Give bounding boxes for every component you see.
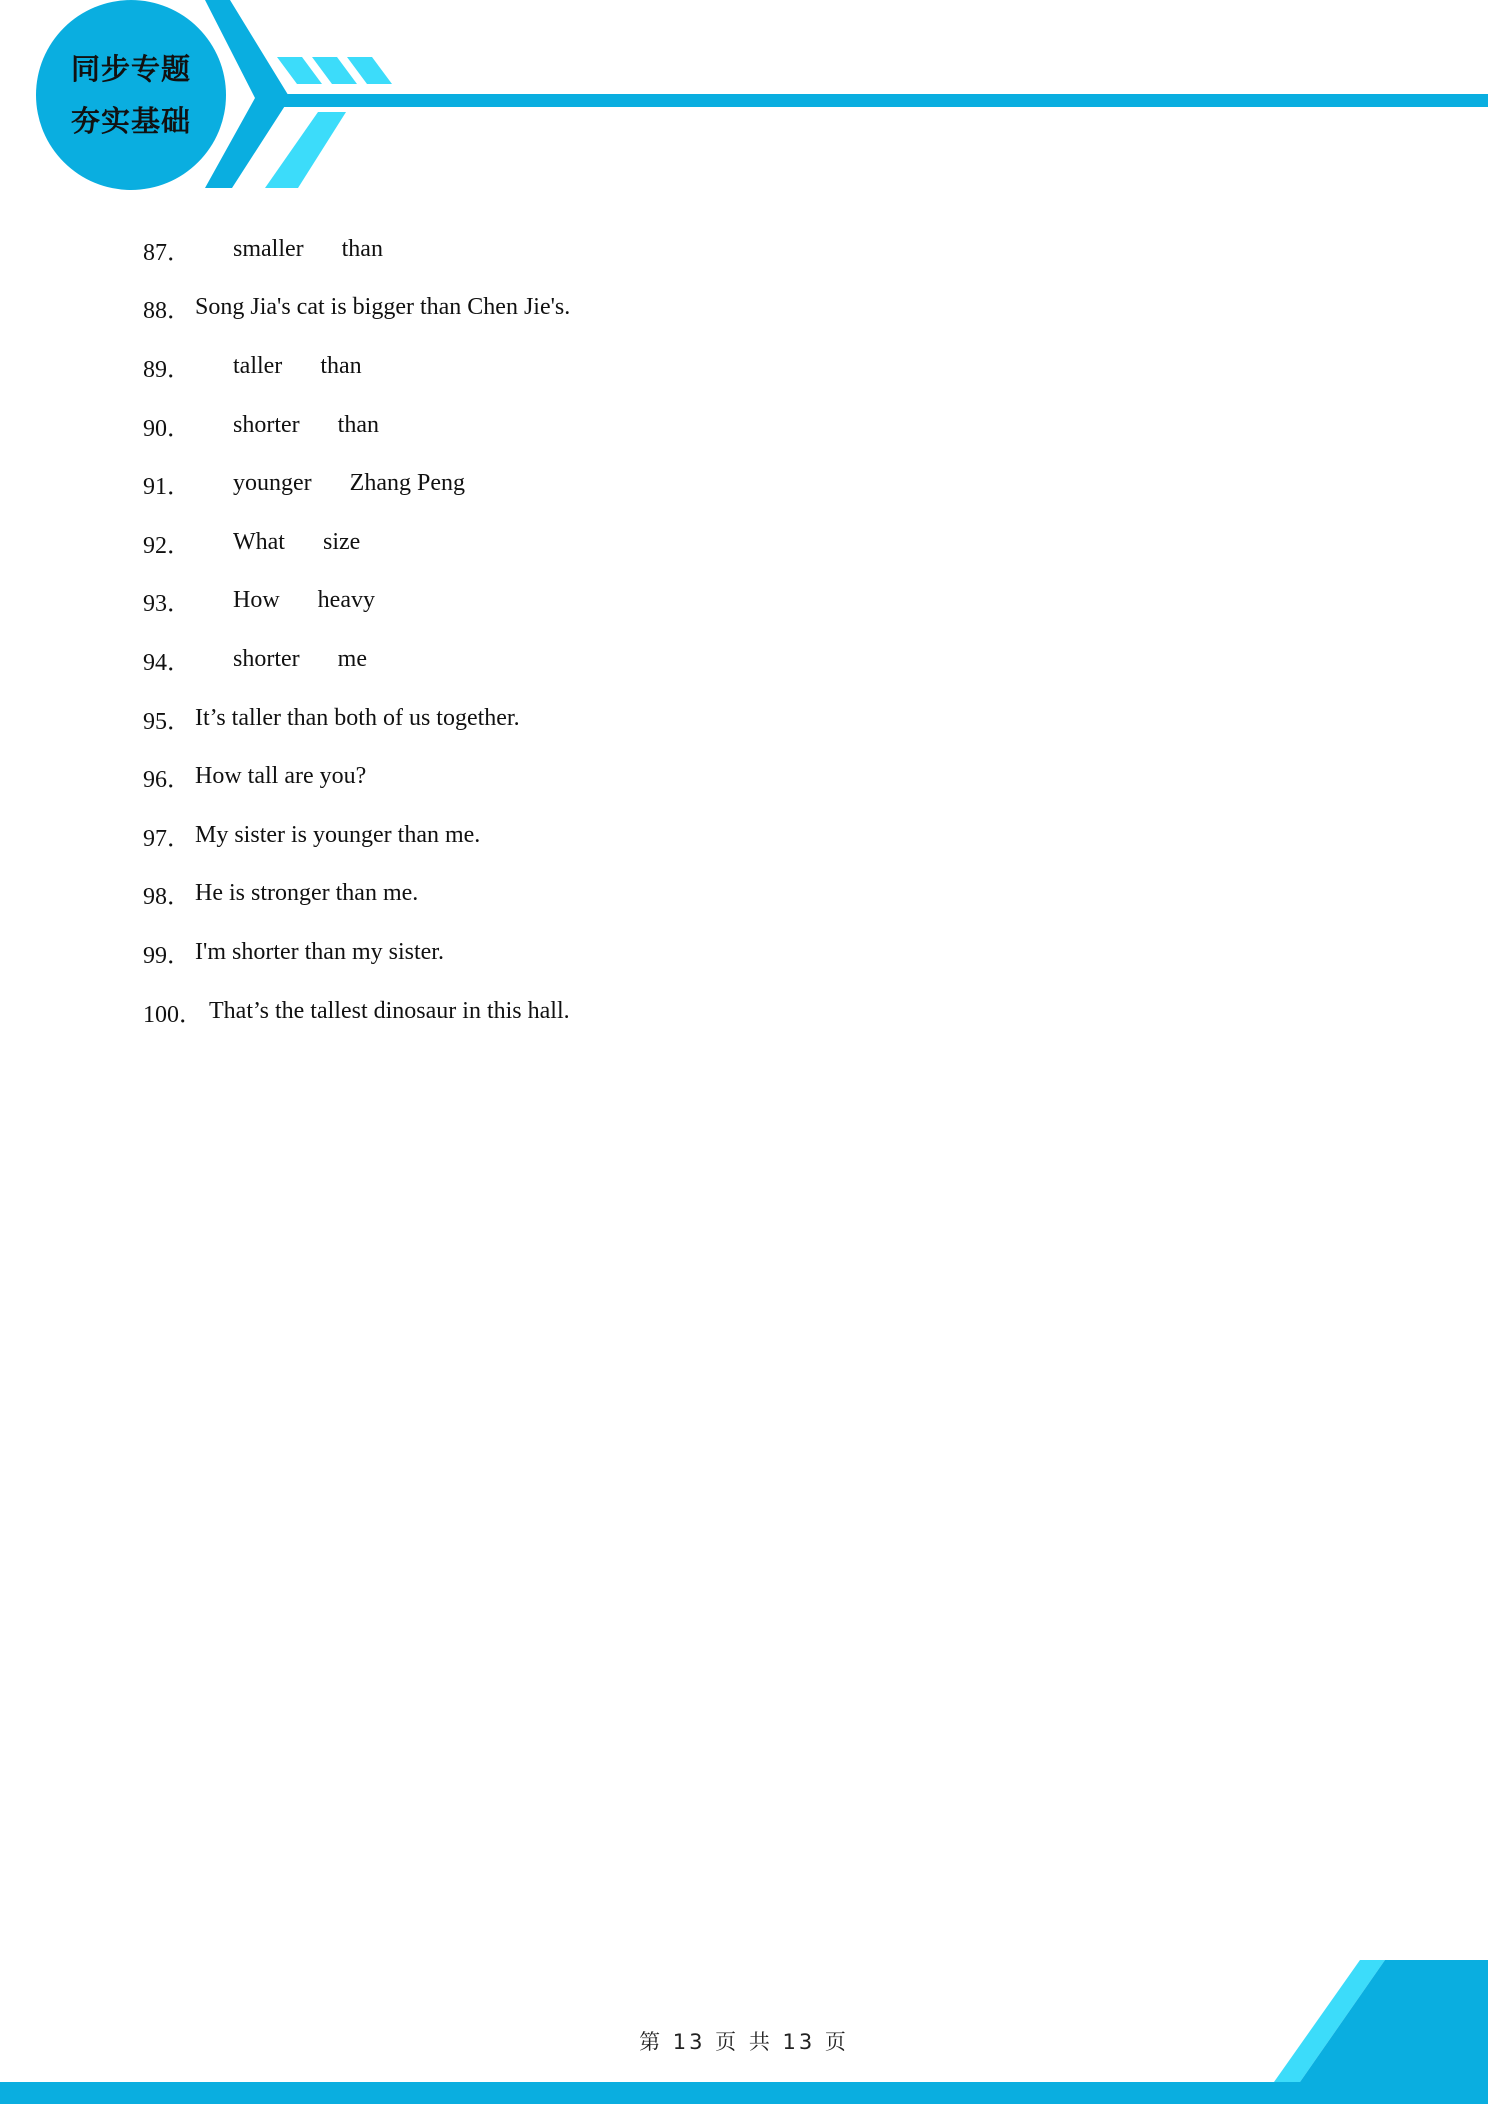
answer-blank: than <box>337 411 379 438</box>
answer-number: 95． <box>143 708 191 735</box>
answer-number: 100． <box>143 1001 203 1028</box>
answer-text: That’s the tallest dinosaur in this hall. <box>209 997 570 1024</box>
answer-item <box>143 396 1343 455</box>
answer-number: 98． <box>143 884 191 911</box>
answer-item <box>143 572 1343 631</box>
answer-item <box>143 923 1343 982</box>
badge-line-1: 同步专题 <box>70 52 191 86</box>
answer-number: 92． <box>143 532 191 559</box>
answer-text: It’s taller than both of us together. <box>195 704 520 731</box>
page-number: 第 13 页 共 13 页 <box>639 2030 849 2054</box>
answer-item <box>143 513 1343 572</box>
answer-blank: shorter <box>233 411 300 438</box>
footer-stripe <box>0 2082 1488 2104</box>
answer-blank: smaller <box>233 235 304 262</box>
answer-text: I'm shorter than my sister. <box>195 938 444 965</box>
answer-blank: shorter <box>233 645 300 672</box>
answer-number: 97． <box>143 825 191 852</box>
section-badge <box>36 0 226 190</box>
answer-blank: size <box>322 528 361 555</box>
answer-item <box>143 454 1343 513</box>
answer-blank: What <box>233 528 285 555</box>
answer-number: 96． <box>143 767 191 794</box>
answer-blank: me <box>337 645 367 672</box>
answer-item <box>143 982 1343 1041</box>
answer-blank: than <box>320 352 362 379</box>
answer-item <box>143 865 1343 924</box>
header-chevron-light <box>265 112 346 188</box>
answer-item <box>143 806 1343 865</box>
footer-decoration <box>0 1950 1488 2104</box>
answer-blank: younger <box>233 470 312 497</box>
answer-blank: heavy <box>317 587 375 614</box>
answer-item <box>143 279 1343 338</box>
answer-number: 87． <box>143 239 191 266</box>
answer-number: 93． <box>143 591 191 618</box>
answer-number: 99． <box>143 942 191 969</box>
answer-blank: How <box>233 587 280 614</box>
answer-item <box>143 689 1343 748</box>
answer-number: 91． <box>143 474 191 501</box>
answer-item <box>143 220 1343 279</box>
answer-number: 94． <box>143 649 191 676</box>
answer-item <box>143 337 1343 396</box>
answer-number: 90． <box>143 415 191 442</box>
badge-line-2: 夯实基础 <box>70 104 191 138</box>
answer-blank: Zhang Peng <box>349 470 465 497</box>
answer-item <box>143 747 1343 806</box>
answer-blank: taller <box>233 352 283 379</box>
answer-text: Song Jia's cat is bigger than Chen Jie's. <box>195 294 571 321</box>
answer-text: How tall are you? <box>195 763 367 790</box>
answer-text: My sister is younger than me. <box>195 821 481 848</box>
answer-item <box>143 630 1343 689</box>
answer-text: He is stronger than me. <box>195 880 419 907</box>
answer-number: 88． <box>143 298 191 325</box>
answer-blank: than <box>341 235 383 262</box>
header-stripe <box>265 94 1488 107</box>
answer-number: 89． <box>143 356 191 383</box>
answer-list <box>143 220 1343 1040</box>
